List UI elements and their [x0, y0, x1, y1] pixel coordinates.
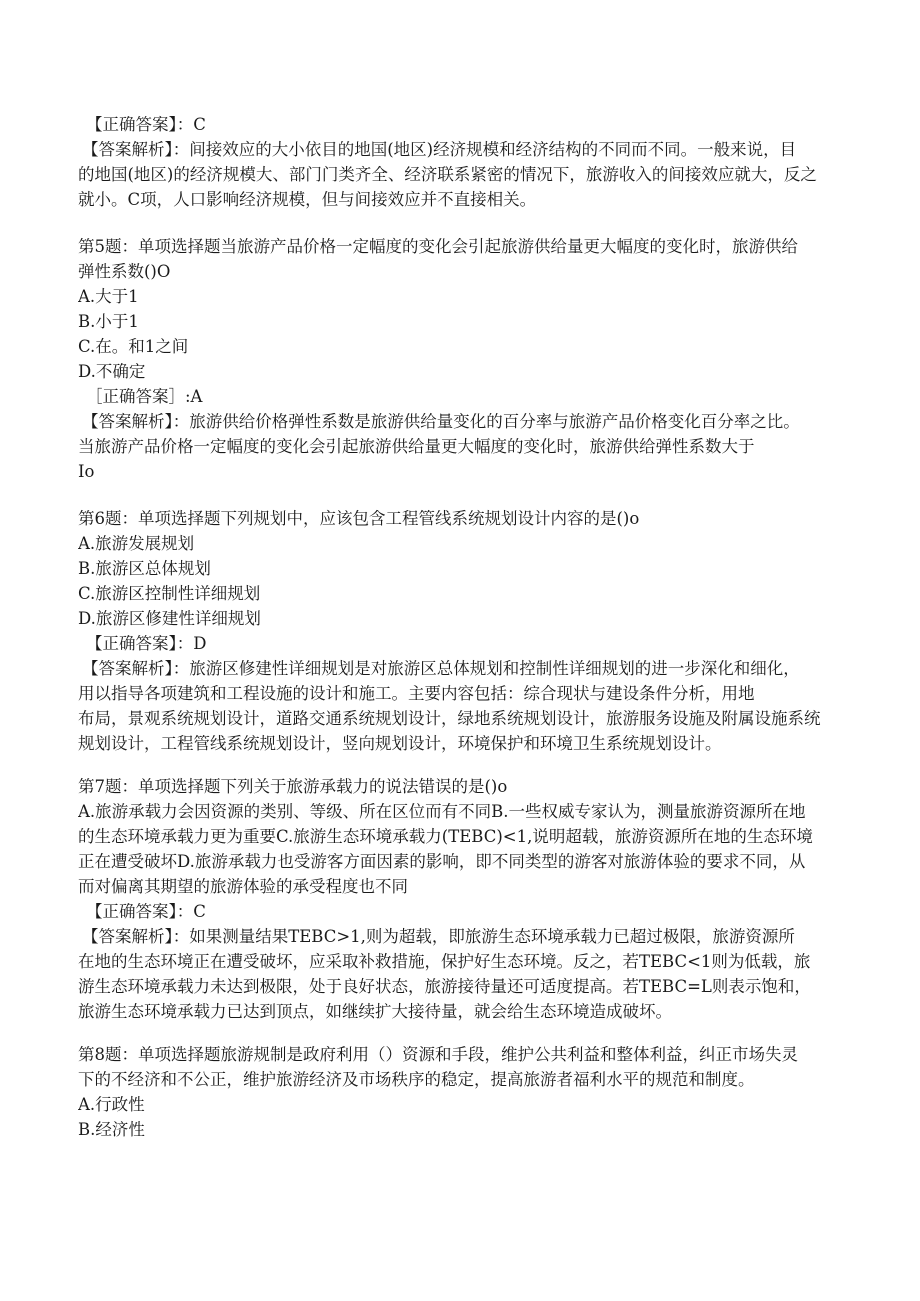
- question-options-line: 正在遭受破坏D.旅游承载力也受游客方面因素的影响，即不同类型的游客对旅游体验的要求不同，从: [78, 852, 806, 871]
- document-page: [78, 112, 853, 1142]
- option-a: A.行政性: [78, 1095, 145, 1114]
- answer-explanation-line: 用以指导各项建筑和工程设施的设计和施工。主要内容包括：综合现状与建设条件分析，用地: [78, 684, 755, 703]
- answer-explanation-line: 【答案解析】：如果测量结果TEBC>1,则为超载，即旅游生态环境承载力已超过极限，旅游资源所: [82, 927, 795, 946]
- option-d: D.旅游区修建性详细规划: [78, 609, 261, 628]
- correct-answer: 【正确答案】：D: [86, 634, 207, 653]
- correct-answer: 【正确答案】：C: [86, 115, 206, 134]
- answer-explanation-line: 【答案解析】：旅游供给价格弹性系数是旅游供给量变化的百分率与旅游产品价格变化百分率之比。: [82, 412, 800, 431]
- option-b: B.经济性: [78, 1120, 145, 1139]
- answer-explanation-line: 的地国(地区)的经济规模大、部门门类齐全、经济联系紧密的情况下，旅游收入的间接效应就大，反之: [78, 165, 817, 184]
- question-options-line: A.旅游承载力会因资源的类别、等级、所在区位而有不同B.一些权威专家认为，测量旅游资源所在地: [78, 802, 806, 821]
- answer-explanation-line: 游生态环境承载力未达到极限，处于良好状态，旅游接待量还可适度提高。若TEBC=L则表示饱和，: [78, 977, 811, 996]
- answer-explanation-line: 【答案解析】：旅游区修建性详细规划是对旅游区总体规划和控制性详细规划的进一步深化和细化，: [82, 659, 800, 678]
- question-7: [78, 774, 853, 1024]
- question-4-tail: [78, 112, 853, 212]
- option-b: B.小于1: [78, 312, 139, 331]
- question-8: [78, 1042, 853, 1142]
- answer-explanation-line: 布局，景观系统规划设计，道路交通系统规划设计，绿地系统规划设计，旅游服务设施及附属设施系统: [78, 709, 821, 728]
- question-stem: 下的不经济和不公正，维护旅游经济及市场秩序的稳定，提高旅游者福利水平的规范和制度。: [78, 1070, 755, 1089]
- option-a: A.大于1: [78, 287, 139, 306]
- question-5: [78, 234, 853, 484]
- option-b: B.旅游区总体规划: [78, 559, 211, 578]
- answer-explanation-line: 在地的生态环境正在遭受破坏，应采取补救措施，保护好生态环境。反之，若TEBC<1则为低载，旅: [78, 952, 811, 971]
- question-options-line: 而对偏离其期望的旅游体验的承受程度也不同: [78, 877, 408, 896]
- answer-explanation-line: 规划设计，工程管线系统规划设计，竖向规划设计，环境保护和环境卫生系统规划设计。: [78, 734, 722, 753]
- question-stem: 第8题：单项选择题旅游规制是政府利用（）资源和手段，维护公共利益和整体利益，纠正市场失灵: [78, 1045, 798, 1064]
- correct-answer: 【正确答案】：C: [86, 902, 206, 921]
- question-stem: 第6题：单项选择题下列规划中，应该包含工程管线系统规划设计内容的是()o: [78, 509, 640, 528]
- answer-explanation-line: 当旅游产品价格一定幅度的变化会引起旅游供给量更大幅度的变化时，旅游供给弹性系数大于: [78, 437, 755, 456]
- correct-answer: ［正确答案］:A: [86, 387, 203, 406]
- option-c: C.旅游区控制性详细规划: [78, 584, 261, 603]
- question-6: [78, 506, 853, 756]
- answer-explanation-line: 就小。C项，人口影响经济规模，但与间接效应并不直接相关。: [78, 190, 537, 209]
- question-stem: 弹性系数()O: [78, 262, 171, 281]
- answer-explanation-line: 旅游生态环境承载力已达到顶点，如继续扩大接待量，就会给生态环境造成破坏。: [78, 1002, 672, 1021]
- answer-explanation-line: 【答案解析】：间接效应的大小依目的地国(地区)经济规模和经济结构的不同而不同。一般来说，目: [82, 140, 797, 159]
- question-options-line: 的生态环境承载力更为重要C.旅游生态环境承载力(TEBC)<1,说明超载，旅游资源所在地的生态环境: [78, 827, 813, 846]
- option-c: C.在。和1之间: [78, 337, 189, 356]
- answer-explanation-line: Io: [78, 462, 95, 481]
- option-a: A.旅游发展规划: [78, 534, 195, 553]
- question-stem: 第5题：单项选择题当旅游产品价格一定幅度的变化会引起旅游供给量更大幅度的变化时，旅游供给: [78, 237, 798, 256]
- question-stem: 第7题：单项选择题下列关于旅游承载力的说法错误的是()o: [78, 777, 508, 796]
- option-d: D.不确定: [78, 362, 146, 381]
